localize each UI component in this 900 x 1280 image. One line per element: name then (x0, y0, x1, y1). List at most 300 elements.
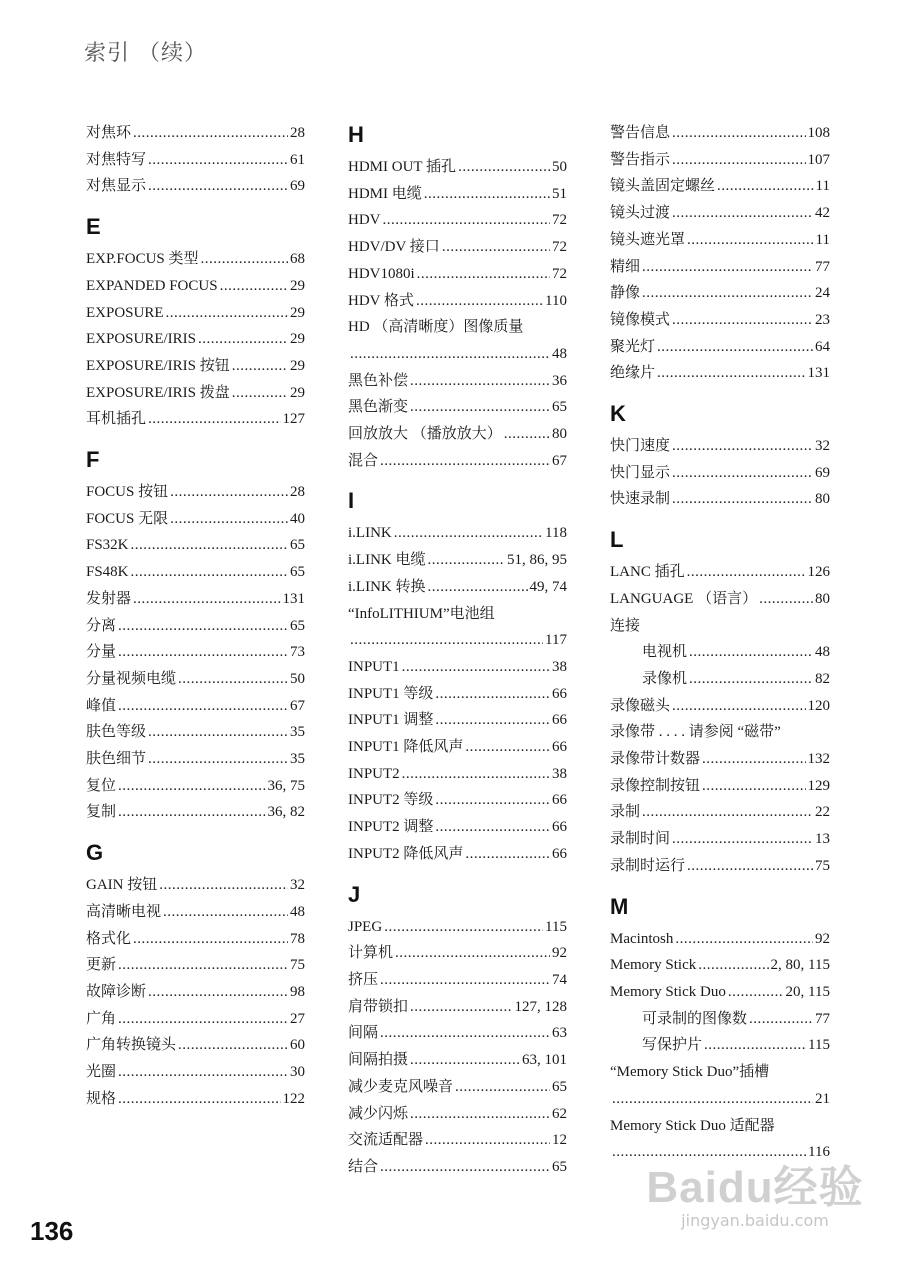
dot-leader (417, 261, 550, 288)
index-entry (86, 273, 305, 300)
dot-leader (148, 406, 280, 433)
dot-leader (159, 872, 288, 899)
entry-label: 录像控制按钮 (610, 777, 701, 794)
index-entry (86, 1059, 305, 1086)
dot-leader (672, 307, 813, 334)
dot-leader (687, 853, 813, 880)
entry-label: 黑色渐变 (348, 399, 409, 416)
entry-label: 间隔 (348, 1025, 379, 1042)
entry-page-ref: 115 (808, 1037, 830, 1054)
entry-label: 更新 (86, 957, 117, 974)
index-entry (348, 1074, 567, 1101)
index-entry (348, 207, 567, 234)
entry-page-ref: 127, 128 (514, 998, 567, 1015)
dot-leader (689, 666, 813, 693)
entry-page-ref: 92 (815, 930, 830, 947)
dot-leader (657, 334, 813, 361)
entry-page-ref: 118 (545, 525, 567, 542)
dot-leader (728, 979, 784, 1006)
index-entry (610, 666, 830, 693)
dot-leader (118, 952, 288, 979)
section-letter: M (610, 893, 629, 919)
entry-page-ref: 63, 101 (522, 1052, 567, 1069)
entry-page-ref: 82 (815, 670, 830, 687)
entry-page-ref: 28 (290, 125, 305, 141)
entry-page-ref: 98 (290, 983, 305, 1000)
index-entry (86, 586, 305, 613)
entry-label: 精细 (610, 258, 641, 275)
dot-leader (380, 448, 550, 475)
dot-leader (118, 693, 288, 720)
entry-page-ref: 117 (545, 632, 567, 649)
entry-label: EXPOSURE (86, 304, 164, 321)
entry-page-ref: 65 (552, 1078, 567, 1095)
index-entry (610, 773, 830, 800)
index-column-1 (86, 120, 305, 1113)
dot-leader (133, 586, 280, 613)
page-title: 索引 （续） (84, 41, 207, 66)
entry-page-ref: 75 (815, 857, 830, 874)
entry-label: HDV/DV 接口 (348, 239, 440, 256)
index-entry (348, 994, 567, 1021)
entry-page-ref: 131 (807, 365, 830, 382)
entry-page-ref: 65 (552, 1158, 567, 1175)
entry-page-ref: 67 (552, 452, 567, 469)
entry-page-ref: 120 (807, 697, 830, 714)
index-entry (348, 707, 567, 734)
entry-label: 回放放大 （播放放大） (348, 426, 502, 443)
index-entry (610, 147, 830, 174)
entry-label: 肩带锁扣 (348, 998, 409, 1015)
index-entry (610, 120, 830, 147)
dot-leader (657, 360, 805, 387)
entry-page-ref: 48 (552, 345, 567, 362)
index-entry (610, 746, 830, 773)
entry-label: “Memory Stick Duo”插槽 (610, 1064, 770, 1081)
dot-leader (410, 1101, 550, 1128)
entry-label: 肤色等级 (86, 724, 147, 741)
dot-leader (416, 288, 543, 315)
index-entry (86, 926, 305, 953)
entry-label: 发射器 (86, 590, 132, 607)
entry-page-ref: 48 (815, 644, 830, 661)
index-entry (610, 719, 830, 746)
dot-leader (642, 799, 813, 826)
entry-page-ref: 65 (290, 537, 305, 554)
dot-leader (642, 280, 813, 307)
entry-page-ref: 66 (552, 739, 567, 756)
entry-page-ref: 77 (815, 258, 830, 275)
dot-leader (133, 120, 288, 147)
index-entry (348, 1127, 567, 1154)
entry-label: 快速录制 (610, 491, 671, 508)
entry-label: INPUT2 (348, 765, 400, 782)
index-entry (86, 326, 305, 353)
entry-label: 镜头过渡 (610, 205, 671, 222)
entry-page-ref: 92 (552, 945, 567, 962)
entry-page-ref: 60 (290, 1037, 305, 1054)
entry-label: 黑色补偿 (348, 372, 409, 389)
dot-leader (118, 1006, 288, 1033)
entry-label: i.LINK 电缆 (348, 552, 426, 569)
index-entry (86, 872, 305, 899)
entry-page-ref: 21 (815, 1090, 830, 1107)
entry-page-ref: 24 (815, 285, 830, 302)
entry-page-ref: 36, 75 (267, 777, 305, 794)
index-entry (348, 574, 567, 601)
dot-leader (148, 719, 288, 746)
index-entry (610, 334, 830, 361)
dot-leader (380, 967, 550, 994)
entry-page-ref: 129 (807, 777, 830, 794)
index-entry (86, 173, 305, 200)
dot-leader (131, 559, 288, 586)
index-entry (86, 147, 305, 174)
section-letter: L (610, 527, 624, 553)
entry-label: FS48K (86, 564, 129, 581)
entry-label: 挤压 (348, 971, 379, 988)
entry-page-ref: 127 (282, 411, 305, 428)
entry-label: HDV (348, 212, 381, 229)
entry-label: HDV 格式 (348, 292, 414, 309)
entry-label: GAIN 按钮 (86, 877, 158, 894)
entry-label: INPUT1 降低风声 (348, 739, 464, 756)
entry-page-ref: 11 (815, 231, 830, 248)
entry-page-ref: 51 (552, 185, 567, 202)
entry-label: INPUT2 调整 (348, 819, 434, 836)
index-entry (86, 979, 305, 1006)
dot-leader (689, 639, 813, 666)
entry-page-ref: 66 (552, 819, 567, 836)
entry-label: INPUT2 等级 (348, 792, 434, 809)
index-entry (610, 613, 830, 640)
entry-label: 可录制的图像数 (642, 1010, 748, 1027)
section-letter: I (348, 488, 355, 514)
dot-leader (612, 1139, 806, 1166)
entry-page-ref: 108 (807, 125, 830, 141)
entry-label: 对焦特写 (86, 151, 147, 168)
dot-leader (380, 1020, 550, 1047)
entry-label: 故障诊断 (86, 983, 147, 1000)
dot-leader (148, 147, 288, 174)
index-entry (348, 601, 567, 654)
index-entry (610, 559, 830, 586)
entry-label: INPUT1 (348, 658, 400, 675)
index-entry (348, 841, 567, 868)
index-entry (348, 914, 567, 941)
index-section (86, 212, 305, 433)
index-entry (610, 307, 830, 334)
index-section (348, 120, 567, 474)
dot-leader (675, 926, 813, 953)
entry-page-ref: 75 (290, 957, 305, 974)
entry-label: 耳机插孔 (86, 411, 147, 428)
watermark-url: jingyan.baidu.com (681, 1211, 829, 1230)
entry-page-ref: 48 (290, 903, 305, 920)
entry-page-ref: 29 (290, 304, 305, 321)
entry-label: FS32K (86, 537, 129, 554)
index-entry (348, 288, 567, 315)
entry-page-ref: 29 (290, 357, 305, 374)
index-entry (86, 120, 305, 147)
entry-page-ref: 42 (815, 205, 830, 222)
dot-leader (148, 979, 288, 1006)
entry-label: 录制时间 (610, 831, 671, 848)
entry-page-ref: 110 (545, 292, 567, 309)
index-entry (86, 1086, 305, 1113)
index-entry (86, 1006, 305, 1033)
entry-page-ref: 65 (290, 617, 305, 634)
dot-leader (395, 940, 550, 967)
entry-label: 格式化 (86, 930, 132, 947)
entry-page-ref: 13 (815, 831, 830, 848)
index-entry (348, 421, 567, 448)
entry-label: 警告指示 (610, 151, 671, 168)
index-entry (86, 693, 305, 720)
entry-page-ref: 40 (290, 510, 305, 527)
dot-leader (672, 693, 805, 720)
index-entry (348, 940, 567, 967)
entry-page-ref: 20, 115 (785, 983, 830, 1000)
entry-label: 减少麦克风噪音 (348, 1078, 454, 1095)
index-entry (348, 654, 567, 681)
dot-leader (118, 799, 265, 826)
dot-leader (458, 154, 550, 181)
dot-leader (687, 559, 806, 586)
index-entry (348, 261, 567, 288)
dot-leader (350, 627, 543, 654)
dot-leader (428, 547, 506, 574)
entry-label: 录制时运行 (610, 857, 686, 874)
entry-page-ref: 29 (290, 331, 305, 348)
index-entry (348, 314, 567, 367)
entry-page-ref: 38 (552, 765, 567, 782)
entry-page-ref: 80 (552, 426, 567, 443)
dot-leader (383, 207, 551, 234)
dot-leader (118, 613, 288, 640)
dot-leader (380, 1154, 550, 1181)
entry-page-ref: 28 (290, 484, 305, 501)
dot-leader (435, 814, 550, 841)
section-letter: K (610, 401, 626, 427)
dot-leader (672, 486, 813, 513)
dot-leader (410, 994, 512, 1021)
entry-label: 录像带计数器 (610, 751, 701, 768)
entry-label: 录像带 . . . . 请参阅 “磁带” (610, 724, 781, 741)
index-entry (348, 547, 567, 574)
entry-label: 复位 (86, 777, 117, 794)
dot-leader (435, 681, 550, 708)
index-entry (610, 254, 830, 281)
entry-label: 镜头盖固定螺丝 (610, 178, 716, 195)
dot-leader (465, 734, 550, 761)
entry-page-ref: 35 (290, 751, 305, 768)
index-section (610, 892, 830, 1166)
dot-leader (612, 1086, 813, 1113)
entry-label: EXP.FOCUS 类型 (86, 251, 199, 268)
entry-page-ref: 32 (290, 877, 305, 894)
entry-label: HDMI OUT 插孔 (348, 159, 457, 175)
entry-label: INPUT1 等级 (348, 685, 434, 702)
dot-leader (455, 1074, 550, 1101)
index-entry (86, 639, 305, 666)
dot-leader (148, 173, 288, 200)
index-entry (610, 853, 830, 880)
dot-leader (759, 586, 813, 613)
index-section (86, 445, 305, 826)
index-entry (348, 1020, 567, 1047)
index-entry (348, 154, 567, 181)
index-section (86, 838, 305, 1112)
section-letter: E (86, 214, 101, 240)
entry-page-ref: 51, 86, 95 (507, 552, 567, 569)
dot-leader (350, 341, 550, 368)
entry-page-ref: 61 (290, 151, 305, 168)
dot-leader (394, 520, 543, 547)
dot-leader (698, 952, 768, 979)
index-entry (348, 448, 567, 475)
index-entry (610, 200, 830, 227)
dot-leader (384, 914, 543, 941)
entry-page-ref: 49, 74 (529, 578, 567, 595)
index-entry (348, 368, 567, 395)
dot-leader (425, 1127, 550, 1154)
index-entry (86, 952, 305, 979)
index-entry (86, 719, 305, 746)
index-entry (348, 1154, 567, 1181)
index-entry (610, 433, 830, 460)
entry-page-ref: 72 (552, 265, 567, 282)
dot-leader (702, 746, 805, 773)
entry-label: 聚光灯 (610, 338, 656, 355)
entry-page-ref: 50 (290, 670, 305, 687)
entry-page-ref: 35 (290, 724, 305, 741)
entry-label: 静像 (610, 285, 641, 302)
entry-label: 分量 (86, 644, 117, 661)
section-letter: G (86, 840, 104, 866)
entry-page-ref: 68 (290, 251, 305, 268)
entry-page-ref: 65 (290, 564, 305, 581)
dot-leader (118, 1059, 288, 1086)
section-letter: J (348, 881, 361, 907)
index-entry (348, 520, 567, 547)
index-entry (86, 799, 305, 826)
index-entry (86, 1032, 305, 1059)
index-section (610, 399, 830, 513)
dot-leader (133, 926, 288, 953)
index-entry (610, 586, 830, 613)
index-entry (86, 666, 305, 693)
entry-label: FOCUS 按钮 (86, 484, 169, 501)
index-entry (348, 1047, 567, 1074)
entry-page-ref: 72 (552, 239, 567, 256)
dot-leader (232, 353, 288, 380)
index-entry (86, 899, 305, 926)
dot-leader (749, 1006, 813, 1033)
dot-leader (504, 421, 550, 448)
index-section (348, 486, 567, 867)
section-letter: H (348, 122, 364, 147)
entry-page-ref: 29 (290, 277, 305, 294)
index-entry (86, 613, 305, 640)
entry-label: 连接 (610, 617, 641, 634)
dot-leader (435, 707, 550, 734)
entry-label: 广角 (86, 1010, 117, 1027)
dot-leader (717, 173, 814, 200)
entry-label: 减少闪烁 (348, 1105, 409, 1122)
entry-label: i.LINK (348, 525, 392, 542)
dot-leader (687, 227, 814, 254)
entry-page-ref: 115 (545, 918, 567, 935)
entry-page-ref: 69 (815, 464, 830, 481)
index-entry (348, 1101, 567, 1128)
index-entry (610, 280, 830, 307)
index-entry (610, 1059, 830, 1112)
entry-page-ref: 69 (290, 178, 305, 195)
entry-label: 警告信息 (610, 125, 671, 141)
entry-label: 混合 (348, 452, 379, 469)
dot-leader (672, 200, 813, 227)
index-entry (86, 479, 305, 506)
dot-leader (672, 460, 813, 487)
index-entry (610, 926, 830, 953)
dot-leader (131, 532, 288, 559)
index-entry (86, 406, 305, 433)
index-entry (86, 746, 305, 773)
dot-leader (642, 254, 813, 281)
dot-leader (672, 826, 813, 853)
index-entry (610, 486, 830, 513)
entry-page-ref: 78 (290, 930, 305, 947)
entry-page-ref: 122 (282, 1090, 305, 1107)
entry-page-ref: 116 (808, 1144, 830, 1161)
index-section (348, 880, 567, 1181)
index-entry (348, 761, 567, 788)
entry-page-ref: 29 (290, 384, 305, 401)
index-entry (348, 734, 567, 761)
index-entry (610, 639, 830, 666)
index-entry (610, 826, 830, 853)
index-entry (348, 234, 567, 261)
entry-page-ref: 73 (290, 644, 305, 661)
index-entry (610, 360, 830, 387)
entry-label: INPUT1 调整 (348, 712, 434, 729)
entry-label: 间隔拍摄 (348, 1052, 409, 1069)
entry-page-ref: 2, 80, 115 (770, 957, 830, 974)
entry-page-ref: 66 (552, 792, 567, 809)
entry-page-ref: 80 (815, 590, 830, 607)
index-column-2 (348, 120, 567, 1181)
entry-page-ref: 126 (807, 564, 830, 581)
dot-leader (704, 1032, 806, 1059)
dot-leader (118, 773, 265, 800)
entry-label: LANC 插孔 (610, 564, 685, 581)
entry-label: INPUT2 降低风声 (348, 845, 464, 862)
index-entry (610, 693, 830, 720)
entry-label: EXPOSURE/IRIS (86, 331, 197, 348)
entry-page-ref: 62 (552, 1105, 567, 1122)
index-entry (348, 787, 567, 814)
entry-label: 电视机 (642, 644, 688, 661)
entry-label: EXPANDED FOCUS (86, 277, 218, 294)
entry-label: 光圈 (86, 1064, 117, 1081)
index-entry (86, 300, 305, 327)
entry-label: Memory Stick Duo (610, 983, 726, 1000)
dot-leader (410, 368, 550, 395)
index-entry (86, 380, 305, 407)
entry-page-ref: 64 (815, 338, 830, 355)
entry-page-ref: 74 (552, 971, 567, 988)
